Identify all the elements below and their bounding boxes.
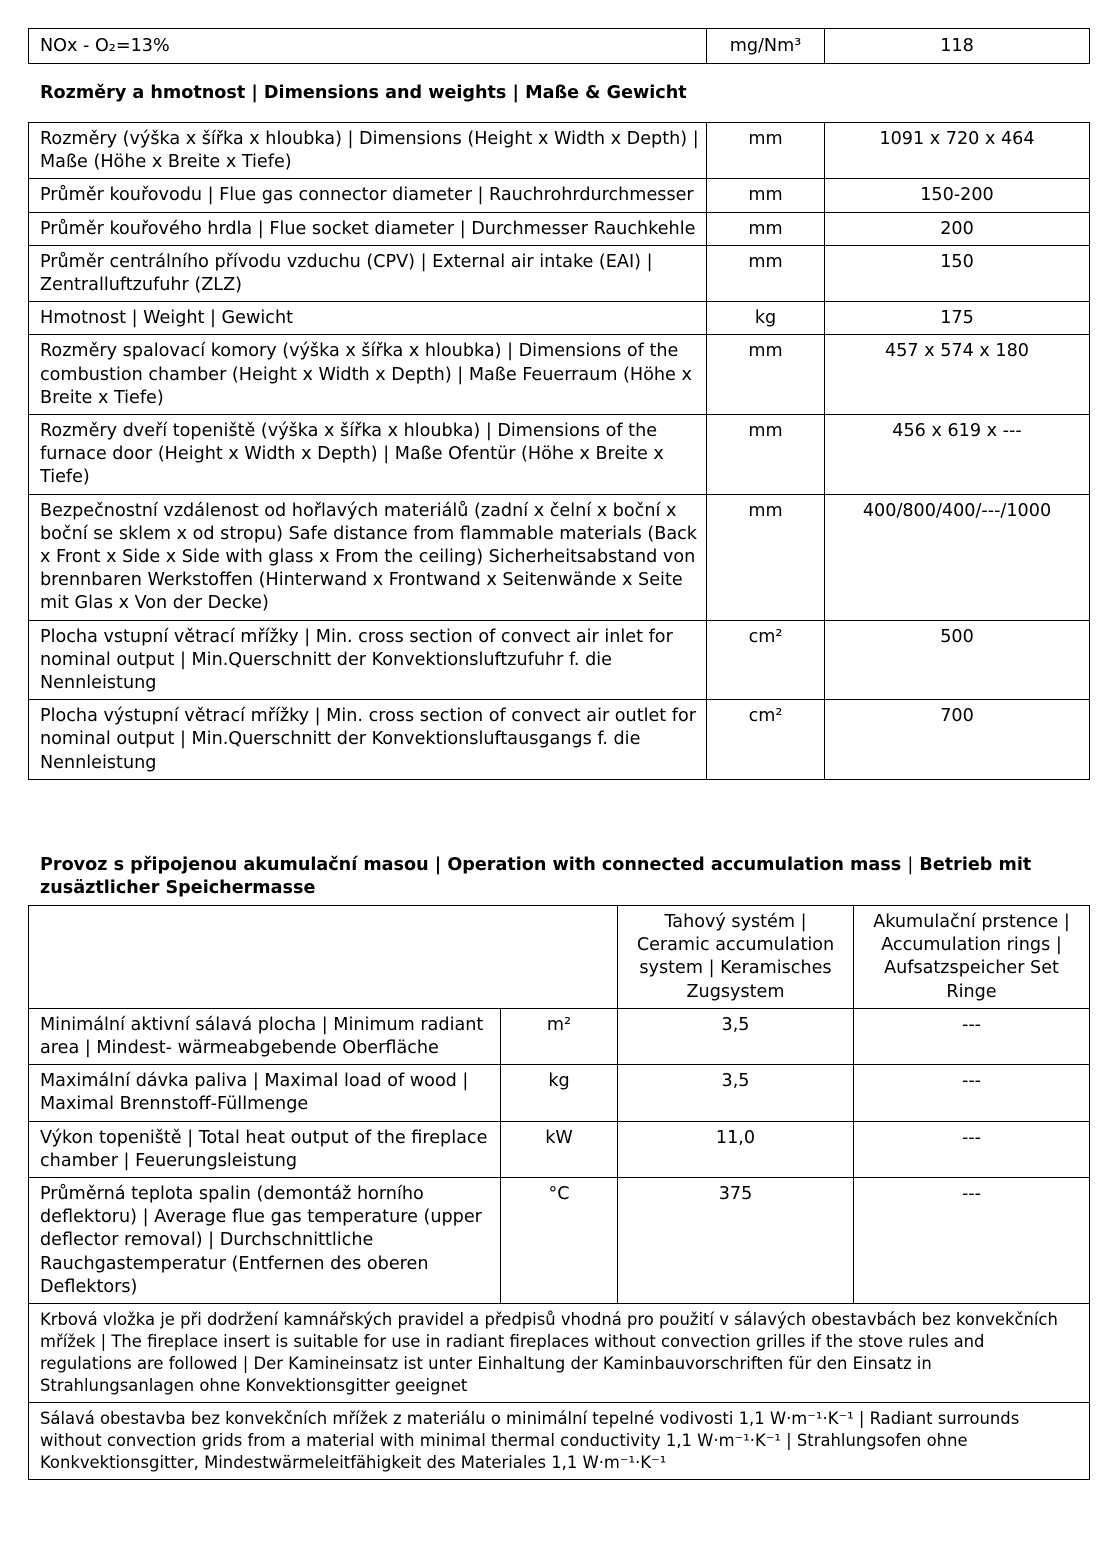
row-value-ceramic: 3,5 xyxy=(618,1065,854,1121)
table-row xyxy=(29,29,1090,64)
row-value-rings: --- xyxy=(854,1008,1090,1064)
row-label: Minimální aktivní sálavá plocha | Minimum radiant area | Mindest- wärmeabgebende Oberfläche xyxy=(29,1008,501,1064)
table-row xyxy=(29,1065,1090,1121)
row-value: 457 x 574 x 180 xyxy=(825,335,1090,415)
table-row xyxy=(29,494,1090,620)
row-label: Maximální dávka paliva | Maximal load of wood | Maximal Brennstoff-Füllmenge xyxy=(29,1065,501,1121)
row-label: Průměr centrálního přívodu vzduchu (CPV) | External air intake (EAI) | Zentralluftzufuhr (ZLZ) xyxy=(29,245,707,301)
row-value: 118 xyxy=(825,29,1090,64)
row-label: Bezpečnostní vzdálenost od hořlavých materiálů (zadní x čelní x boční x boční se sklem x od stropu) Safe distance from flammable materials (Back x Front x Side x Side with glass x From the ceiling) Sicherheitsabstand von brennbaren Werkstoffen (Hinterwand x Frontwand x Seitenwände x Seite mit Glas x Von der Decke) xyxy=(29,494,707,620)
row-value-ceramic: 11,0 xyxy=(618,1121,854,1177)
section-heading-dimensions: Rozměry a hmotnost | Dimensions and weights | Maße & Gewicht xyxy=(40,83,687,103)
row-label: Rozměry dveří topeniště (výška x šířka x hloubka) | Dimensions of the furnace door (Height x Width x Depth) | Maße Ofentür (Höhe x Breite x Tiefe) xyxy=(29,415,707,495)
table-row xyxy=(29,415,1090,495)
row-value: 500 xyxy=(825,620,1090,700)
heading-main: Provoz s připojenou akumulační masou | Operation with connected accumulation mass xyxy=(40,855,908,875)
row-label: Plocha vstupní větrací mřížky | Min. cross section of convect air inlet for nominal output | Min.Querschnitt der Konvektionsluftzufuhr f. die Nennleistung xyxy=(29,620,707,700)
table-row xyxy=(29,179,1090,212)
row-value: 150 xyxy=(825,245,1090,301)
table-row xyxy=(29,245,1090,301)
row-value: 1091 x 720 x 464 xyxy=(825,123,1090,179)
row-value: 456 x 619 x --- xyxy=(825,415,1090,495)
row-unit: mm xyxy=(707,212,825,245)
note-text: Sálavá obestavba bez konvekčních mřížek z materiálu o minimální tepelné vodivosti 1,1 W·m⁻¹·K⁻¹ | Radiant surrounds without convection grids from a material with minimal thermal conductivity 1,1 W·m⁻¹·K⁻¹ | Strahlungsofen ohne Konkvektionsgitter, Mindestwärmeleitfähigkeit des Materiales 1,1 W·m⁻¹·K⁻¹ xyxy=(29,1403,1090,1480)
table-row xyxy=(29,1008,1090,1064)
row-unit: mm xyxy=(707,415,825,495)
row-value-rings: --- xyxy=(854,1121,1090,1177)
table-row xyxy=(29,335,1090,415)
section-heading-accumulation xyxy=(40,854,1070,900)
note-row xyxy=(29,1304,1090,1403)
row-unit: °C xyxy=(501,1178,618,1304)
row-value-ceramic: 3,5 xyxy=(618,1008,854,1064)
table-row xyxy=(29,620,1090,700)
header-empty-cell xyxy=(29,906,618,1009)
row-label: Plocha výstupní větrací mřížky | Min. cross section of convect air outlet for nominal output | Min.Querschnitt der Konvektionsluftausgangs f. die Nennleistung xyxy=(29,700,707,780)
note-row xyxy=(29,1403,1090,1480)
row-value-ceramic: 375 xyxy=(618,1178,854,1304)
row-unit: kg xyxy=(707,302,825,335)
row-unit: cm² xyxy=(707,620,825,700)
row-unit: mm xyxy=(707,335,825,415)
table-row xyxy=(29,1178,1090,1304)
row-value: 400/800/400/---/1000 xyxy=(825,494,1090,620)
row-unit: m² xyxy=(501,1008,618,1064)
row-unit: kW xyxy=(501,1121,618,1177)
row-label: Rozměry spalovací komory (výška x šířka x hloubka) | Dimensions of the combustion chamber (Height x Width x Depth) | Maße Feuerraum (Höhe x Breite x Tiefe) xyxy=(29,335,707,415)
row-label: Průměr kouřového hrdla | Flue socket diameter | Durchmesser Rauchkehle xyxy=(29,212,707,245)
row-label: Průměr kouřovodu | Flue gas connector diameter | Rauchrohrdurchmesser xyxy=(29,179,707,212)
row-unit: mm xyxy=(707,494,825,620)
table-row xyxy=(29,700,1090,780)
row-label: Výkon topeniště | Total heat output of the fireplace chamber | Feuerungsleistung xyxy=(29,1121,501,1177)
table-row xyxy=(29,123,1090,179)
row-unit: mm xyxy=(707,123,825,179)
row-value: 175 xyxy=(825,302,1090,335)
table-row xyxy=(29,1121,1090,1177)
table-header-row xyxy=(29,906,1090,1009)
row-label: Průměrná teplota spalin (demontáž horního deflektoru) | Average flue gas temperature (upper deflector removal) | Durchschnittliche Rauchgastemperatur (Entfernen des oberen Deflektors) xyxy=(29,1178,501,1304)
row-unit: mm xyxy=(707,245,825,301)
column-header-rings: Akumulační prstence | Accumulation rings | Aufsatzspeicher Set Ringe xyxy=(854,906,1090,1009)
row-value: 150-200 xyxy=(825,179,1090,212)
heading-tail: Betrieb mit zusäztlicher Speichermasse xyxy=(40,855,1032,898)
table-row xyxy=(29,212,1090,245)
row-value: 200 xyxy=(825,212,1090,245)
row-unit: kg xyxy=(501,1065,618,1121)
row-value-rings: --- xyxy=(854,1065,1090,1121)
row-unit: mg/Nm³ xyxy=(707,29,825,64)
row-unit: cm² xyxy=(707,700,825,780)
column-header-ceramic: Tahový systém | Ceramic accumulation system | Keramisches Zugsystem xyxy=(618,906,854,1009)
row-label: Rozměry (výška x šířka x hloubka) | Dimensions (Height x Width x Depth) | Maße (Höhe x Breite x Tiefe) xyxy=(29,123,707,179)
table-row xyxy=(29,302,1090,335)
emissions-table xyxy=(28,28,1090,64)
row-unit: mm xyxy=(707,179,825,212)
note-text: Krbová vložka je při dodržení kamnářských pravidel a předpisů vhodná pro použití v sálavých obestavbách bez konvekčních mřížek | The fireplace insert is suitable for use in radiant fireplaces without convection grilles if the stove rules and regulations are followed | Der Kamineinsatz ist unter Einhaltung der Kaminbauvorschriften für den Einsatz in Strahlungsanlagen ohne Konvektionsgitter geeignet xyxy=(29,1304,1090,1403)
accumulation-table xyxy=(28,905,1090,1480)
heading-separator: | xyxy=(907,855,914,875)
dimensions-table xyxy=(28,122,1090,780)
row-label: Hmotnost | Weight | Gewicht xyxy=(29,302,707,335)
row-value: 700 xyxy=(825,700,1090,780)
row-label: NOx - O₂=13% xyxy=(29,29,707,64)
row-value-rings: --- xyxy=(854,1178,1090,1304)
